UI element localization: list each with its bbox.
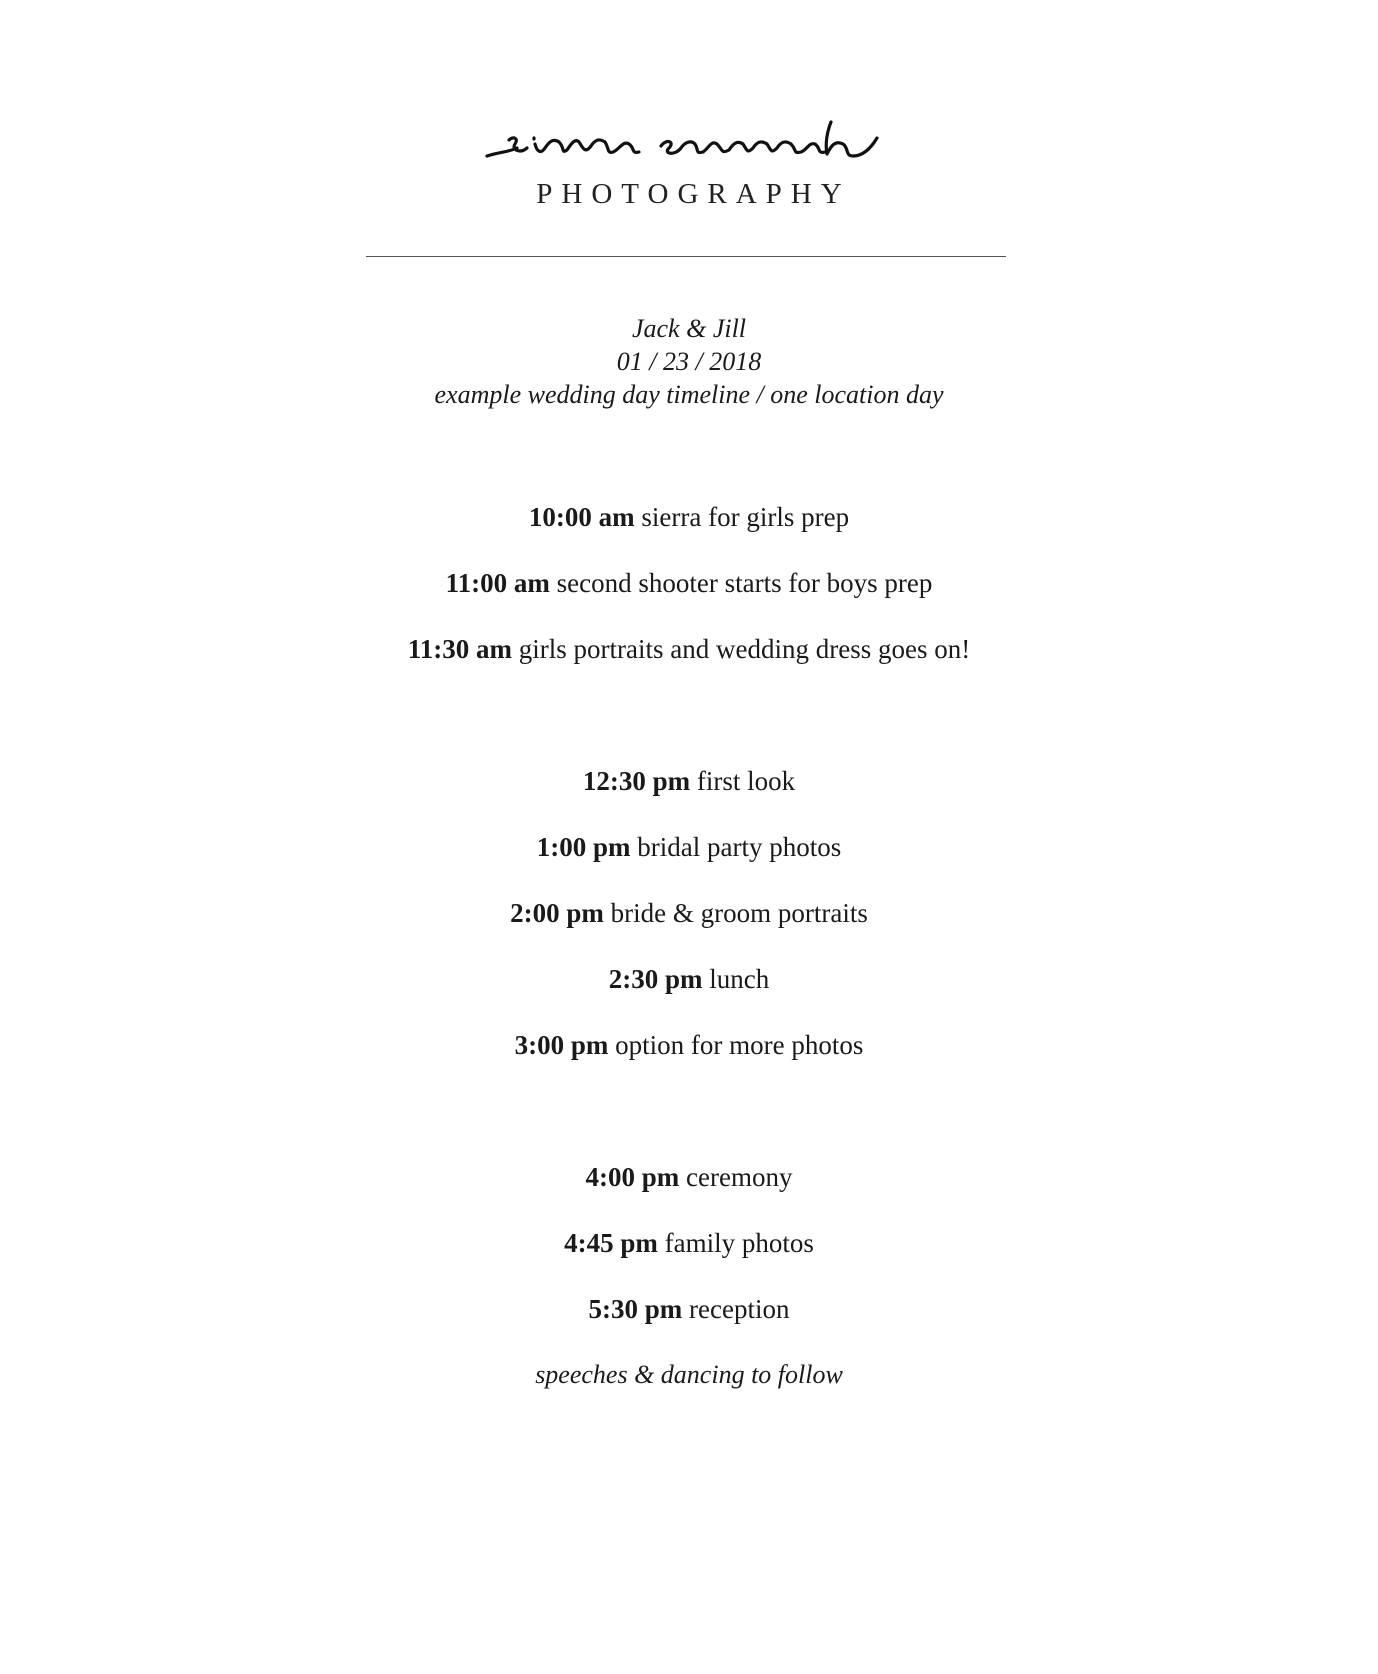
entry-event: bridal party photos (637, 832, 842, 862)
entry-time: 3:00 pm (514, 1030, 609, 1060)
event-date: 01 / 23 / 2018 (616, 347, 762, 376)
entry-time: 2:30 pm (608, 964, 703, 994)
entry-time: 11:00 am (445, 568, 550, 598)
couple-names: Jack & Jill (631, 314, 747, 343)
signature-logo-script (479, 108, 899, 166)
entry-time: 11:30 am (407, 634, 513, 664)
timeline-entry (0, 764, 1378, 798)
timeline-entry (0, 500, 1378, 534)
entry-time: 10:00 am (528, 502, 635, 532)
header-divider (366, 256, 1006, 257)
logo (0, 108, 1378, 166)
brand-subtitle: PHOTOGRAPHY (536, 178, 851, 210)
timeline-footnote: speeches & dancing to follow (535, 1360, 843, 1389)
entry-time: 4:45 pm (564, 1228, 658, 1258)
timeline-description: example wedding day timeline / one location day (434, 380, 944, 409)
timeline-entry (0, 1226, 1378, 1260)
entry-time: 5:30 pm (588, 1294, 683, 1324)
entry-event: second shooter starts for boys prep (556, 568, 933, 598)
timeline-entry (0, 1160, 1378, 1194)
timeline-entry (0, 962, 1378, 996)
entry-event: family photos (664, 1228, 814, 1258)
entry-time: 4:00 pm (585, 1162, 680, 1192)
timeline-entry (0, 566, 1378, 600)
event-header (0, 312, 1378, 411)
entry-event: bride & groom portraits (610, 898, 868, 928)
entry-event: sierra for girls prep (641, 502, 850, 532)
entry-event: ceremony (686, 1162, 793, 1192)
timeline-entry (0, 830, 1378, 864)
timeline-entry (0, 632, 1378, 666)
entry-time: 1:00 pm (536, 832, 631, 862)
entry-event: lunch (709, 964, 770, 994)
entry-event: first look (696, 766, 796, 796)
entry-time: 12:30 pm (582, 766, 691, 796)
entry-event: reception (689, 1294, 790, 1324)
timeline-entry (0, 1292, 1378, 1326)
entry-event: option for more photos (615, 1030, 864, 1060)
entry-event: girls portraits and wedding dress goes on! (518, 634, 971, 664)
entry-time: 2:00 pm (510, 898, 604, 928)
timeline-entry (0, 896, 1378, 930)
timeline-entry (0, 1028, 1378, 1062)
